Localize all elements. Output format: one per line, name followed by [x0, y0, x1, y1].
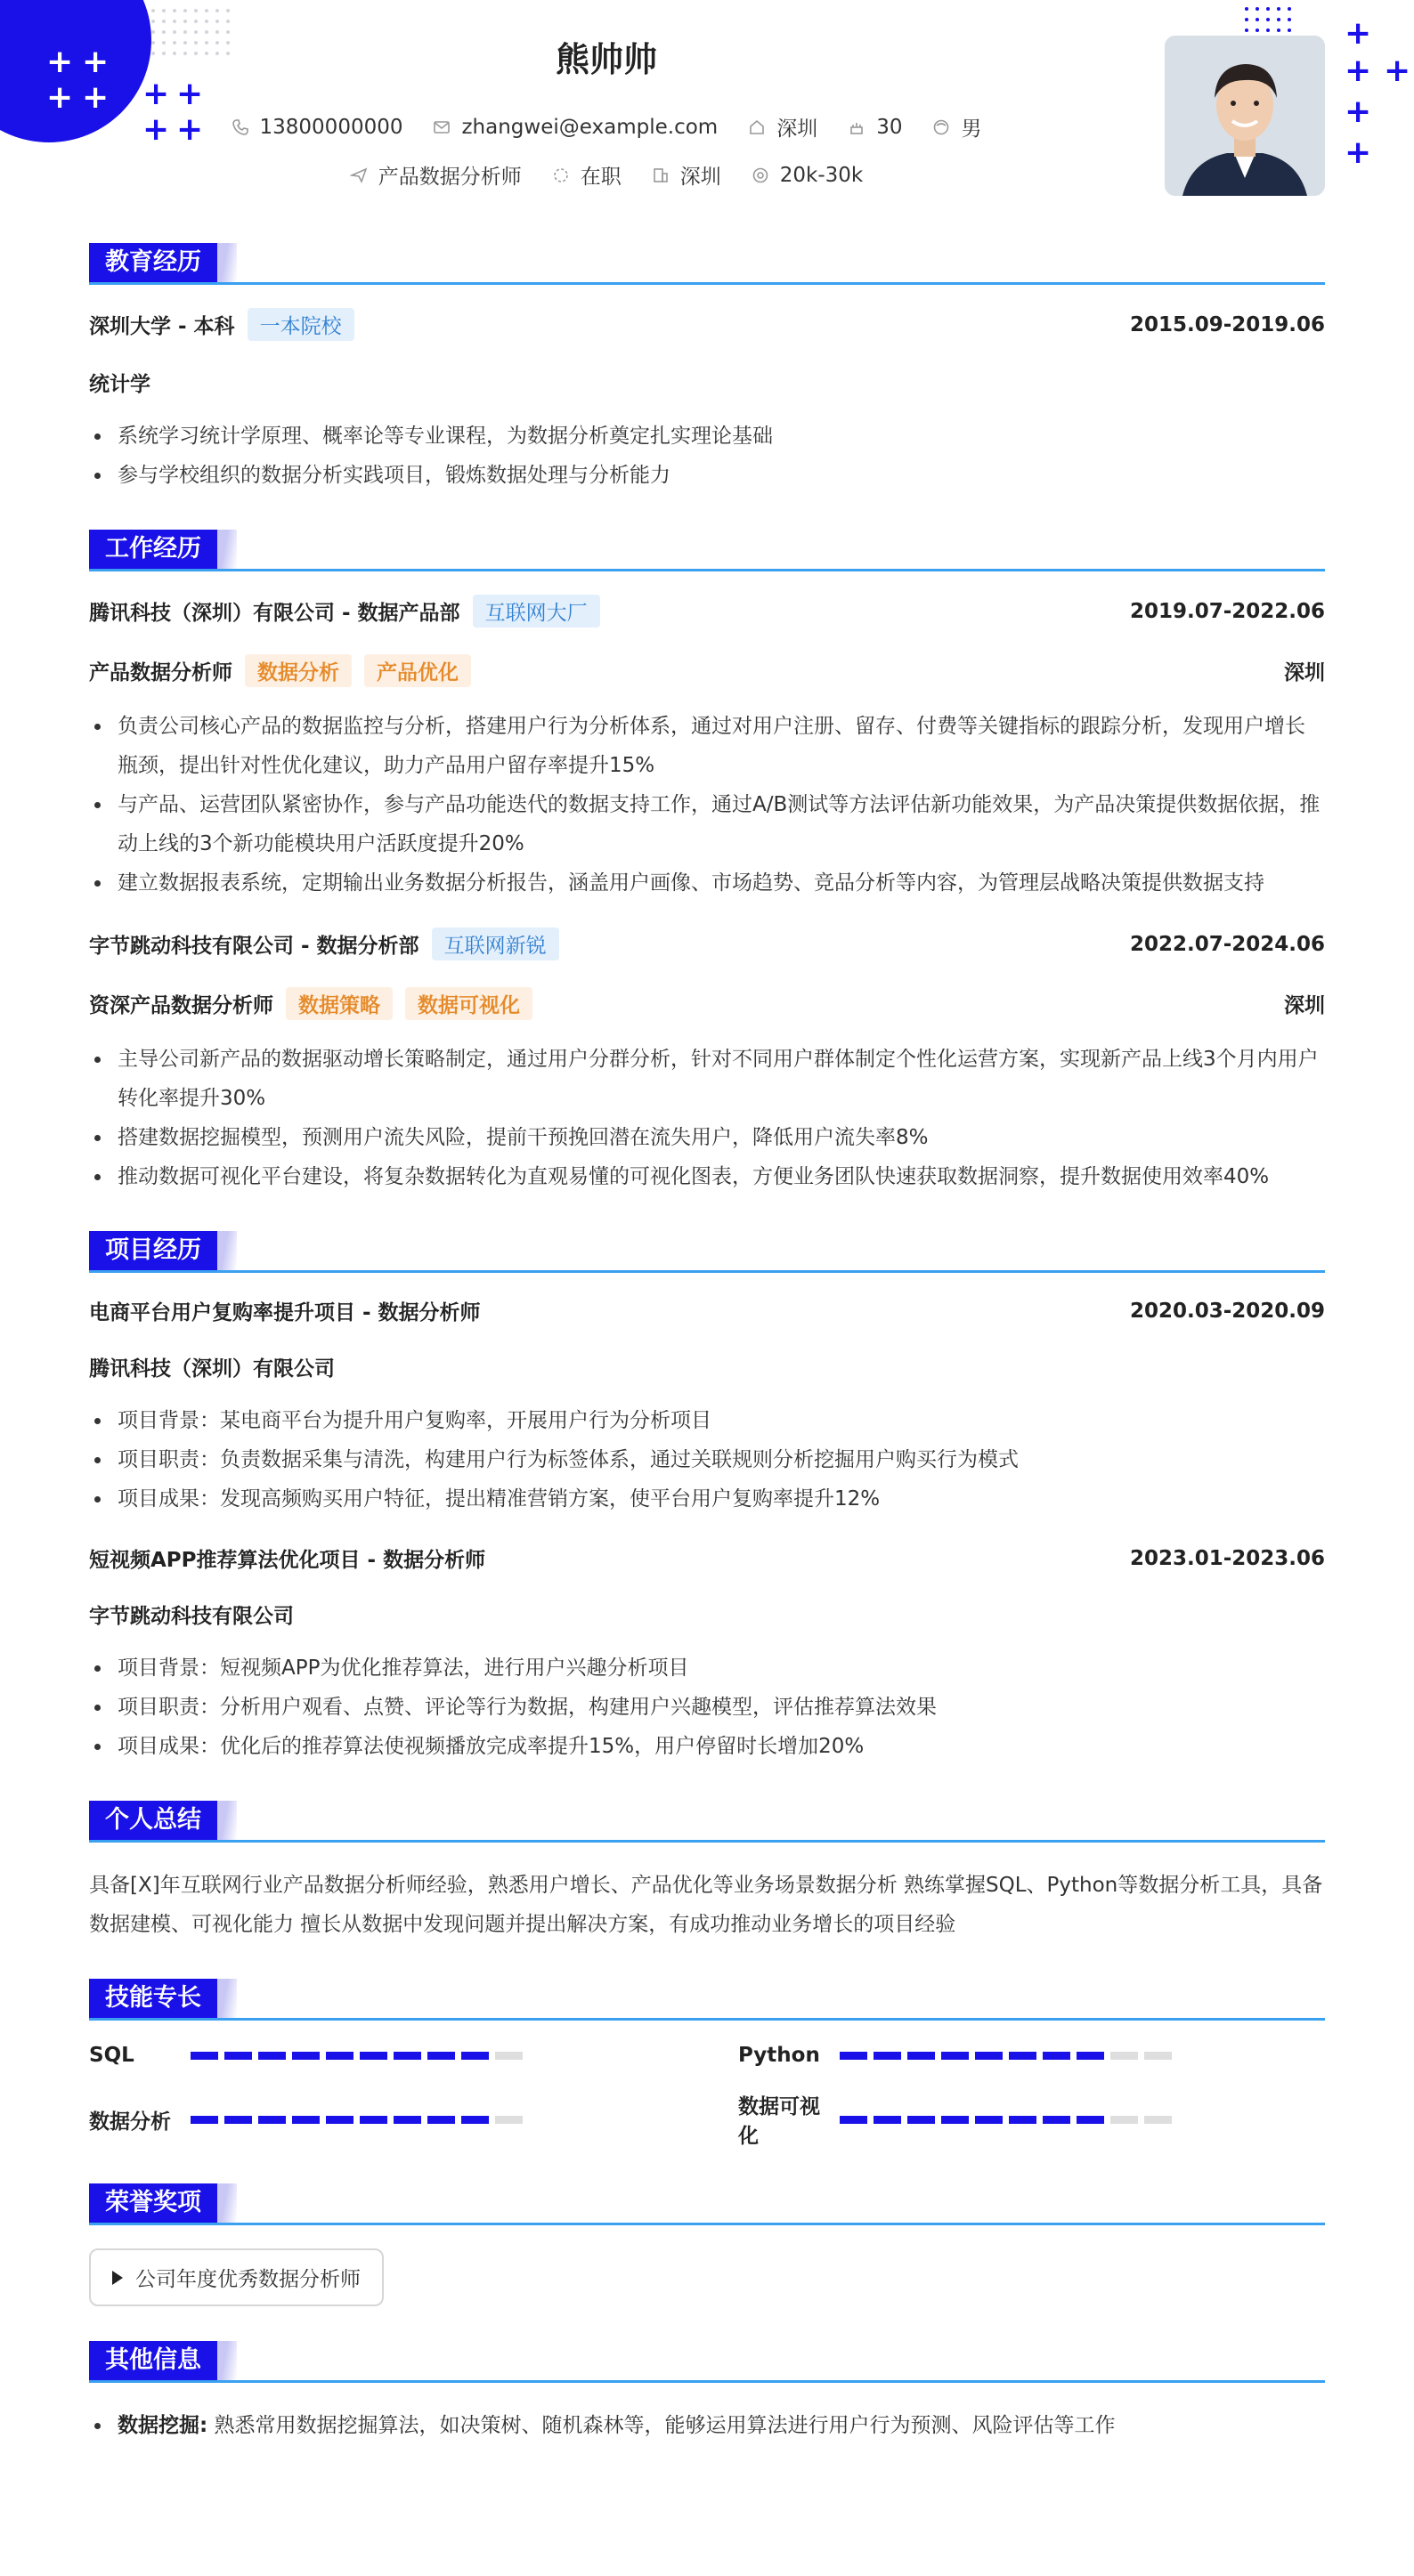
decor-plus-icon: + [82, 79, 110, 116]
decor-dot [1245, 28, 1248, 32]
list-item: 项目背景：某电商平台为提升用户复购率，开展用户行为分析项目 [89, 1401, 1325, 1440]
skill-tag: 数据可视化 [405, 987, 532, 1020]
section-title-work [89, 531, 1325, 571]
skill-level-segment [1077, 2116, 1104, 2124]
contact-row-job [0, 160, 1213, 190]
skill-level-segment [326, 2052, 354, 2060]
loading-icon [552, 166, 570, 184]
decor-plus-icon: + [46, 79, 74, 116]
skill-level-segment [191, 2052, 218, 2060]
skill-item [738, 2044, 1325, 2067]
section-title-skills [89, 1980, 1325, 2021]
decor-dot [151, 20, 155, 23]
decor-dot [1256, 18, 1259, 21]
decor-dot [1288, 7, 1291, 11]
list-item: 推动数据可视化平台建设，将复杂数据转化为直观易懂的可视化图表，方便业务团队快速获取数据洞察，提升数据使用效率40% [89, 1157, 1325, 1196]
status-value: 在职 [580, 166, 622, 189]
work-entry [89, 928, 1325, 1196]
home-icon [748, 118, 766, 136]
major: 统计学 [89, 373, 150, 396]
skill-level-segment [495, 2116, 523, 2124]
list-item: 项目背景：短视频APP为优化推荐算法，进行用户兴趣分析项目 [89, 1648, 1325, 1688]
list-item: 项目职责：分析用户观看、点赞、评论等行为数据，构建用户兴趣模型，评估推荐算法效果 [89, 1688, 1325, 1727]
decor-dot [1266, 7, 1270, 11]
skill-level-segment [1009, 2116, 1036, 2124]
skill-level-segment [191, 2116, 218, 2124]
contact-status [552, 160, 622, 190]
skill-level-segment [427, 2116, 455, 2124]
location-value: 深圳 [776, 117, 818, 141]
cake-icon [848, 118, 865, 136]
project-company: 腾讯科技（深圳）有限公司 [89, 1357, 335, 1381]
decor-dot [226, 20, 230, 23]
skill-name: Python [738, 2044, 820, 2067]
resume-content [89, 244, 1325, 2481]
skill-level-segment [292, 2052, 320, 2060]
award-label: 公司年度优秀数据分析师 [135, 2268, 361, 2291]
skill-level-segment [461, 2116, 489, 2124]
list-item: 与产品、运营团队紧密协作，参与产品功能迭代的数据支持工作，通过A/B测试等方法评估新功能效果，为产品决策提供数据依据，推动上线的3个新功能模块用户活跃度提升20% [89, 785, 1325, 863]
list-item: 搭建数据挖掘模型，预测用户流失风险，提前干预挽回潜在流失用户，降低用户流失率8% [89, 1118, 1325, 1157]
decor-dot [1266, 18, 1270, 21]
skill-level-segment [1043, 2052, 1070, 2060]
contact-location [748, 112, 817, 142]
list-item: 项目成果：发现高频购买用户特征，提出精准营销方案，使平台用户复购率提升12% [89, 1479, 1325, 1519]
work-city-value: 深圳 [679, 166, 721, 189]
section-title-projects [89, 1232, 1325, 1273]
project-bullets [89, 1401, 1325, 1519]
decor-dot [1277, 18, 1280, 21]
skill-level-segment [907, 2116, 935, 2124]
decor-dot [1245, 18, 1248, 21]
decor-plus-icon: + [1345, 93, 1372, 130]
skill-level-bar [840, 2052, 1172, 2060]
skill-level-bar [191, 2052, 523, 2060]
project-company: 字节跳动科技有限公司 [89, 1605, 294, 1628]
decor-dot [205, 9, 208, 12]
skill-level-segment [941, 2052, 969, 2060]
skill-level-segment [326, 2116, 354, 2124]
decor-dot [183, 9, 187, 12]
decor-dot [1256, 7, 1259, 11]
skill-level-segment [1110, 2052, 1138, 2060]
skill-level-segment [1009, 2052, 1036, 2060]
section-title-summary [89, 1802, 1325, 1843]
coin-icon [752, 166, 769, 184]
section-work [89, 531, 1325, 1196]
age-value: 30 [876, 115, 903, 139]
project-entry [89, 1296, 1325, 1519]
school-tag: 一本院校 [248, 308, 354, 341]
section-skills [89, 1980, 1325, 2149]
email-value: zhangwei@example.com [461, 115, 719, 139]
decor-dot [151, 9, 155, 12]
skill-level-segment [292, 2116, 320, 2124]
decor-dot [194, 9, 198, 12]
decor-plus-icon: + [176, 76, 204, 112]
skill-level-segment [1110, 2116, 1138, 2124]
company-name: 腾讯科技（深圳）有限公司 - 数据产品部 [89, 602, 460, 625]
decor-dot [205, 20, 208, 23]
send-icon [350, 166, 368, 184]
list-item: 项目职责：负责数据采集与清洗，构建用户行为标签体系，通过关联规则分析挖掘用户购买行为模式 [89, 1440, 1325, 1479]
section-summary [89, 1802, 1325, 1944]
skill-level-segment [360, 2116, 387, 2124]
job-role: 资深产品数据分析师 [89, 994, 273, 1017]
decor-dot [173, 20, 176, 23]
company-tag: 互联网新锐 [432, 928, 559, 960]
section-title-awards [89, 2184, 1325, 2225]
education-date: 2015.09-2019.06 [1129, 312, 1325, 336]
skill-level-segment [907, 2052, 935, 2060]
list-item: 项目成果：优化后的推荐算法使视频播放完成率提升15%，用户停留时长增加20% [89, 1727, 1325, 1766]
list-item: 参与学校组织的数据分析实践项目，锻炼数据处理与分析能力 [89, 456, 1325, 495]
skill-level-segment [941, 2116, 969, 2124]
contact-row-personal [0, 112, 1213, 142]
skill-level-segment [394, 2052, 421, 2060]
decor-plus-icon: + [82, 44, 110, 80]
skill-level-segment [224, 2116, 252, 2124]
section-title-education [89, 244, 1325, 285]
education-bullets [89, 417, 1325, 495]
section-heading: 技能专长 [89, 1979, 217, 2018]
contact-email [433, 112, 718, 142]
skill-name: 数据可视化 [738, 2095, 820, 2148]
skill-tag: 数据策略 [286, 987, 393, 1020]
decor-dot [215, 9, 219, 12]
skill-level-segment [394, 2116, 421, 2124]
skill-level-segment [461, 2052, 489, 2060]
work-date: 2022.07-2024.06 [1129, 932, 1325, 956]
work-bullets [89, 707, 1325, 903]
decor-plus-icon: + [1384, 53, 1411, 89]
skill-level-segment [1144, 2052, 1172, 2060]
contact-age [848, 112, 902, 142]
decor-dot [194, 20, 198, 23]
other-label: 数据挖掘: [118, 2414, 208, 2437]
project-name: 电商平台用户复购率提升项目 - 数据分析师 [89, 1301, 481, 1324]
job-city: 深圳 [1284, 994, 1325, 1017]
work-date: 2019.07-2022.06 [1129, 599, 1325, 623]
skill-level-segment [360, 2052, 387, 2060]
section-heading: 教育经历 [89, 243, 217, 282]
decor-dot [1288, 28, 1291, 32]
section-heading: 其他信息 [89, 2341, 217, 2380]
section-title-other [89, 2342, 1325, 2383]
contact-salary [752, 160, 863, 190]
skill-name: 数据分析 [89, 2110, 171, 2134]
decor-dot [173, 9, 176, 12]
decor-plus-icon: + [142, 111, 170, 148]
phone-icon [232, 118, 249, 136]
project-date: 2023.01-2023.06 [1129, 1546, 1325, 1570]
decor-dot [183, 20, 187, 23]
contact-gender [932, 112, 981, 142]
skill-level-segment [1077, 2052, 1104, 2060]
decor-plus-icon: + [142, 76, 170, 112]
decor-dot [162, 9, 166, 12]
person-icon [932, 118, 950, 136]
decor-dot [215, 20, 219, 23]
decor-dot [1266, 28, 1270, 32]
skill-level-segment [427, 2052, 455, 2060]
phone-value: 13800000000 [259, 115, 403, 139]
section-heading: 荣誉奖项 [89, 2183, 217, 2223]
list-item [89, 2406, 1325, 2445]
work-entry [89, 595, 1325, 903]
building-icon [652, 166, 670, 184]
decor-dot [226, 9, 230, 12]
list-item: 主导公司新产品的数据驱动增长策略制定，通过用户分群分析，针对不同用户群体制定个性化运营方案，实现新产品上线3个月内用户转化率提升30% [89, 1040, 1325, 1118]
list-item: 系统学习统计学原理、概率论等专业课程，为数据分析奠定扎实理论基础 [89, 417, 1325, 456]
mail-icon [433, 118, 451, 136]
award-item [89, 2248, 384, 2306]
profile-photo [1165, 36, 1325, 196]
skill-tag: 数据分析 [245, 654, 352, 687]
skill-name: SQL [89, 2044, 134, 2067]
decor-dot [1256, 28, 1259, 32]
decor-plus-icon: + [1345, 53, 1372, 89]
skill-level-segment [1043, 2116, 1070, 2124]
skill-item [89, 2044, 676, 2067]
skill-level-segment [258, 2052, 286, 2060]
job-role: 产品数据分析师 [89, 661, 232, 685]
position-value: 产品数据分析师 [378, 166, 522, 189]
skill-level-segment [1144, 2116, 1172, 2124]
decor-plus-icon: + [1345, 15, 1372, 52]
company-tag: 互联网大厂 [473, 595, 600, 628]
gender-value: 男 [961, 117, 982, 141]
decor-plus-icon: + [1345, 134, 1372, 171]
decor-dots [1245, 7, 1291, 32]
section-projects [89, 1232, 1325, 1766]
school-name: 深圳大学 - 本科 [89, 315, 235, 338]
list-item: 建立数据报表系统，定期输出业务数据分析报告，涵盖用户画像、市场趋势、竞品分析等内容，为管理层战略决策提供数据支持 [89, 863, 1325, 903]
section-awards [89, 2184, 1325, 2306]
work-bullets [89, 1040, 1325, 1196]
skill-level-segment [224, 2052, 252, 2060]
candidate-name: 熊帅帅 [555, 40, 657, 79]
contact-work-city [652, 160, 721, 190]
play-icon [112, 2271, 123, 2285]
skill-level-segment [495, 2052, 523, 2060]
project-name: 短视频APP推荐算法优化项目 - 数据分析师 [89, 1549, 486, 1572]
skill-level-segment [975, 2116, 1003, 2124]
decor-plus-icon: + [176, 111, 204, 148]
skill-level-segment [874, 2116, 901, 2124]
skill-item [89, 2090, 676, 2149]
skill-level-segment [258, 2116, 286, 2124]
skills-grid [89, 2044, 1325, 2149]
skill-level-segment [874, 2052, 901, 2060]
project-bullets [89, 1648, 1325, 1766]
decor-plus-icon: + [46, 44, 74, 80]
skill-tag: 产品优化 [364, 654, 471, 687]
skill-level-segment [840, 2116, 867, 2124]
other-text: 熟悉常用数据挖掘算法，如决策树、随机森林等，能够运用算法进行用户行为预测、风险评估等工作 [214, 2414, 1116, 2437]
section-heading: 工作经历 [89, 530, 217, 569]
skill-level-segment [840, 2052, 867, 2060]
decor-dot [1245, 7, 1248, 11]
list-item: 负责公司核心产品的数据监控与分析，搭建用户行为分析体系，通过对用户注册、留存、付费等关键指标的跟踪分析，发现用户增长瓶颈，提出针对性优化建议，助力产品用户留存率提升15% [89, 707, 1325, 785]
company-name: 字节跳动科技有限公司 - 数据分析部 [89, 935, 419, 958]
skill-level-bar [191, 2116, 523, 2124]
contact-position [350, 160, 522, 190]
decor-dot [1288, 18, 1291, 21]
section-heading: 个人总结 [89, 1801, 217, 1840]
contact-phone [232, 112, 403, 142]
skill-item [738, 2090, 1325, 2149]
decor-dot [1277, 28, 1280, 32]
section-heading: 项目经历 [89, 1231, 217, 1270]
decor-dot [162, 20, 166, 23]
summary-text: 具备[X]年互联网行业产品数据分析师经验，熟悉用户增长、产品优化等业务场景数据分析 熟练掌握SQL、Python等数据分析工具，具备数据建模、可视化能力 擅长从数据中发现问题并提出解决方案，有成功推动业务增长的项目经验 [89, 1874, 1323, 1936]
salary-value: 20k-30k [779, 163, 864, 187]
job-city: 深圳 [1284, 661, 1325, 685]
project-date: 2020.03-2020.09 [1129, 1299, 1325, 1323]
skill-level-bar [840, 2116, 1172, 2124]
other-bullets [89, 2406, 1325, 2445]
project-entry [89, 1543, 1325, 1766]
section-other [89, 2342, 1325, 2445]
skill-level-segment [975, 2052, 1003, 2060]
decor-dot [1277, 7, 1280, 11]
section-education [89, 244, 1325, 495]
